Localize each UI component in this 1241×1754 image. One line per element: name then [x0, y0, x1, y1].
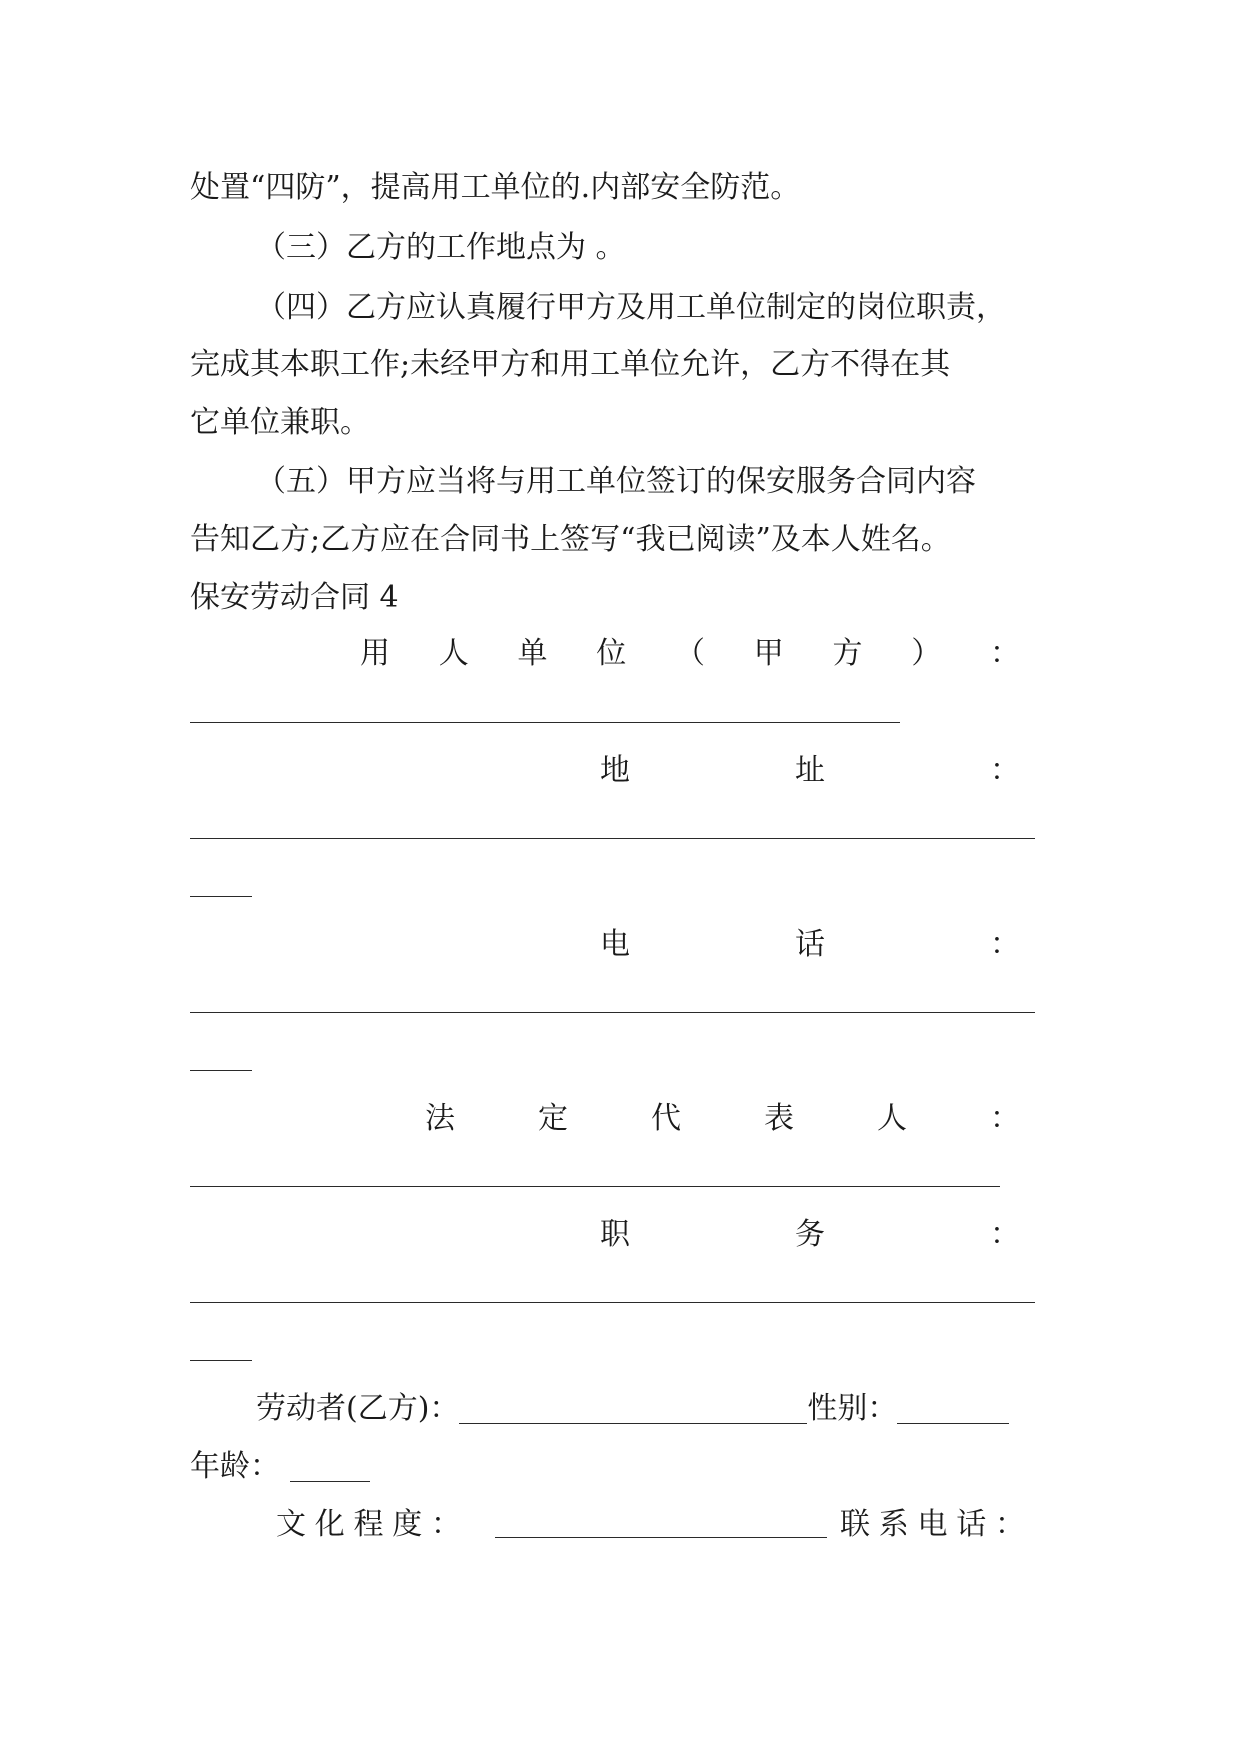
- employer-fill-line[interactable]: [190, 722, 900, 723]
- employer-label: 用 人 单 位 （ 甲 方 ） ：: [360, 636, 1020, 671]
- phone-label: 电 话 ：: [600, 927, 1020, 962]
- address-fill-line[interactable]: [190, 838, 1035, 839]
- education-field[interactable]: [495, 1537, 827, 1538]
- contract-heading: 保安劳动合同 4: [190, 580, 399, 615]
- position-fill-line-end: [190, 1360, 252, 1361]
- paragraph-line: （四）乙方应认真履行甲方及用工单位制定的岗位职责，: [256, 290, 1006, 325]
- age-row: [190, 1447, 1060, 1487]
- position-fill-line[interactable]: [190, 1302, 1035, 1303]
- worker-row: [256, 1389, 1046, 1429]
- worker-name-field[interactable]: [459, 1423, 807, 1424]
- education-label: 文 化 程 度 ：: [276, 1507, 461, 1542]
- paragraph-line: 处置“四防”，提高用工单位的.内部安全防范。: [190, 170, 801, 205]
- age-label: 年龄：: [190, 1449, 280, 1484]
- age-field[interactable]: [290, 1481, 370, 1482]
- phone-fill-line[interactable]: [190, 1012, 1035, 1013]
- gender-field[interactable]: [897, 1423, 1009, 1424]
- paragraph-line: （五）甲方应当将与用工单位签订的保安服务合同内容: [256, 464, 976, 499]
- address-fill-line-end: [190, 896, 252, 897]
- paragraph-work-location: （三）乙方的工作地点为 。: [256, 230, 626, 265]
- legal-rep-label: 法 定 代 表 人 ：: [425, 1101, 1020, 1136]
- paragraph-line: 告知乙方;乙方应在合同书上签写“我已阅读”及本人姓名。: [190, 522, 951, 557]
- phone-fill-line-end: [190, 1070, 252, 1071]
- contact-phone-label: 联 系 电 话 ：: [840, 1507, 1025, 1542]
- position-label: 职 务 ：: [600, 1217, 1020, 1252]
- gender-label: 性别：: [807, 1391, 898, 1426]
- legal-rep-fill-line[interactable]: [190, 1186, 1000, 1187]
- address-label: 地 址 ：: [600, 753, 1020, 788]
- paragraph-line: 它单位兼职。: [190, 405, 370, 440]
- paragraph-line: 完成其本职工作;未经甲方和用工单位允许，乙方不得在其: [190, 347, 951, 382]
- worker-label: 劳动者(乙方)：: [256, 1391, 460, 1426]
